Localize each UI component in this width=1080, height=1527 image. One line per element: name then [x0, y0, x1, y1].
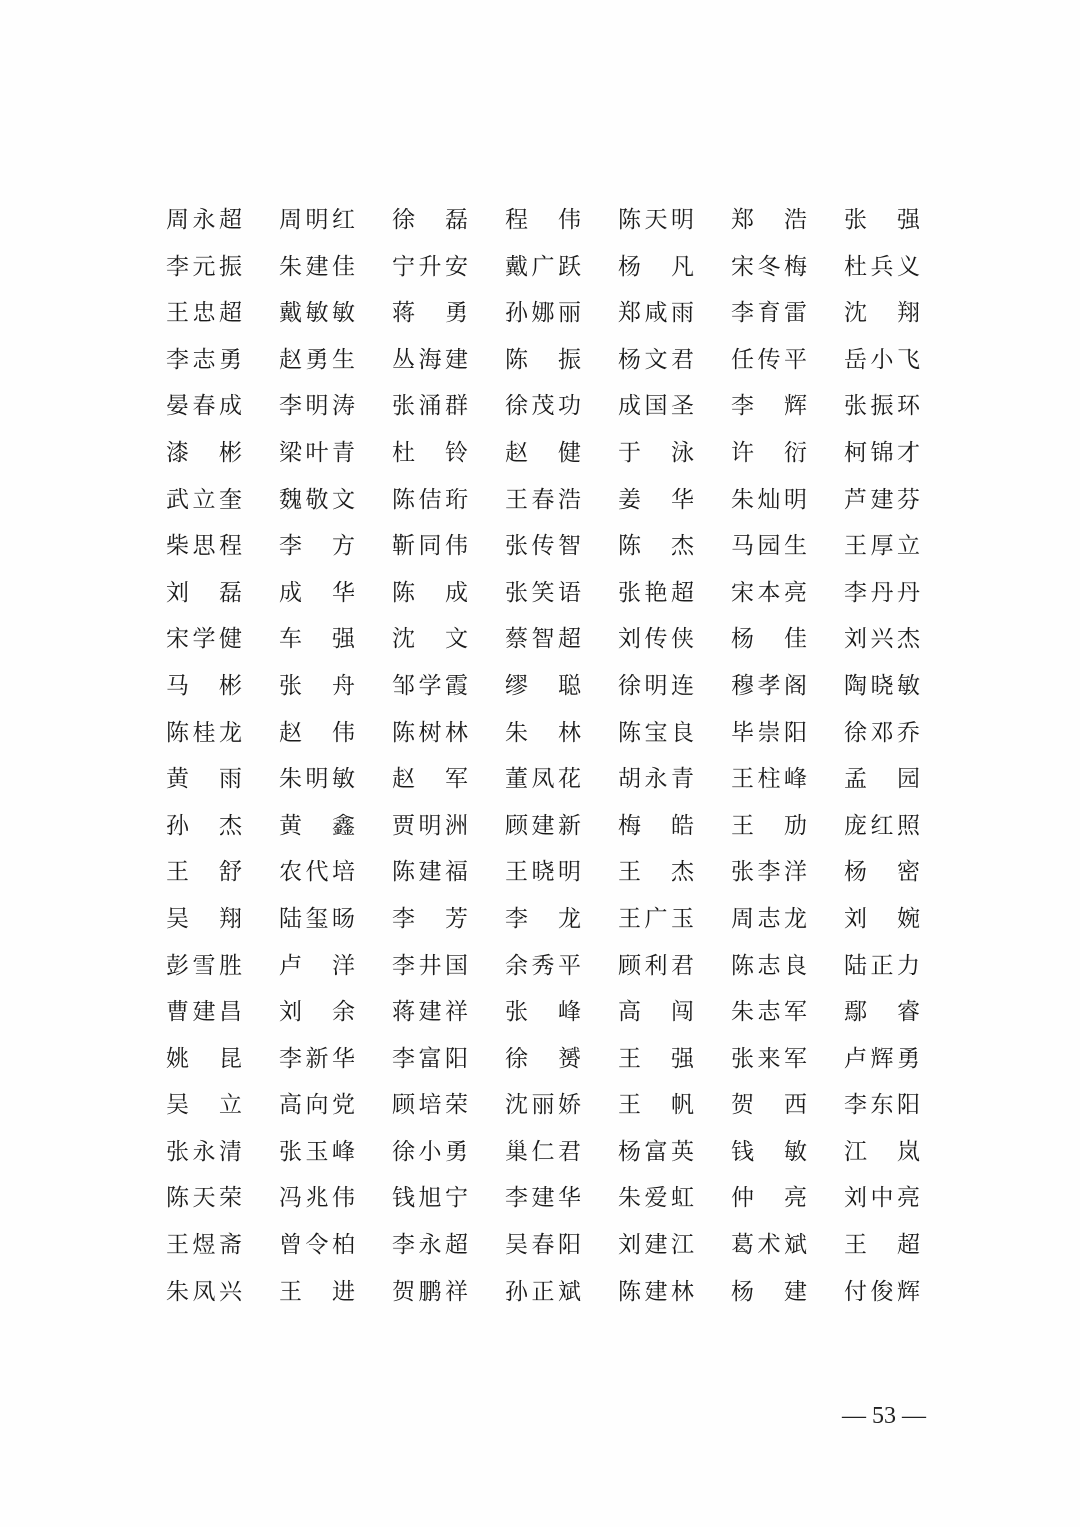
name-entry: 江 岚 [844, 1138, 920, 1165]
name-entry: 朱 灿 明 [731, 486, 807, 513]
name-entry: 黄 雨 [166, 766, 242, 793]
name-entry: 陈 天 明 [618, 207, 694, 233]
name-entry: 赵 伟 [279, 719, 355, 746]
name-entry: 陈 天 荣 [166, 1185, 242, 1212]
name-entry: 车 强 [279, 626, 355, 653]
name-entry: 徐 磊 [392, 207, 468, 233]
name-entry: 董 凤 花 [505, 766, 581, 793]
name-entry: 李 永 超 [392, 1232, 468, 1259]
name-entry: 徐 茂 功 [505, 393, 581, 420]
name-entry: 宁 升 安 [392, 253, 468, 280]
name-entry: 张 强 [844, 207, 920, 233]
name-entry: 丛 海 建 [392, 346, 468, 373]
name-entry: 马 彬 [166, 672, 242, 699]
name-entry: 李 辉 [731, 393, 807, 420]
name-entry: 陈 成 [392, 579, 468, 606]
name-entry: 顾 建 新 [505, 812, 581, 839]
name-entry: 王 忠 超 [166, 300, 242, 327]
name-entry: 姚 昆 [166, 1045, 242, 1072]
name-entry: 李 龙 [505, 905, 581, 932]
name-entry: 刘 兴 杰 [844, 626, 920, 653]
name-list-grid [166, 197, 957, 1315]
name-entry: 钱 旭 宁 [392, 1185, 468, 1212]
name-entry: 贺 鹏 祥 [392, 1278, 468, 1305]
name-entry: 刘 建 江 [618, 1232, 694, 1259]
name-entry: 周 永 超 [166, 207, 242, 233]
name-entry: 朱 志 军 [731, 999, 807, 1026]
name-entry: 黄 鑫 [279, 812, 355, 839]
name-entry: 晏 春 成 [166, 393, 242, 420]
name-entry: 王 厚 立 [844, 533, 920, 560]
name-entry: 陈 树 林 [392, 719, 468, 746]
name-entry: 靳 同 伟 [392, 533, 468, 560]
name-entry: 刘 传 侠 [618, 626, 694, 653]
name-entry: 孙 杰 [166, 812, 242, 839]
name-entry: 李 志 勇 [166, 346, 242, 373]
name-entry: 孟 园 [844, 766, 920, 793]
name-entry: 朱 明 敏 [279, 766, 355, 793]
name-entry: 姜 华 [618, 486, 694, 513]
name-entry: 程 伟 [505, 207, 581, 233]
name-entry: 宋 本 亮 [731, 579, 807, 606]
name-entry: 吴 春 阳 [505, 1232, 581, 1259]
name-entry: 王 柱 峰 [731, 766, 807, 793]
name-entry: 张 来 军 [731, 1045, 807, 1072]
name-entry: 毕 崇 阳 [731, 719, 807, 746]
name-entry: 李 新 华 [279, 1045, 355, 1072]
name-entry: 郑 浩 [731, 207, 807, 233]
name-entry: 刘 中 亮 [844, 1185, 920, 1212]
name-entry: 李 元 振 [166, 253, 242, 280]
name-entry: 柯 锦 才 [844, 439, 920, 466]
name-entry: 戴 敏 敏 [279, 300, 355, 327]
name-entry: 徐 明 连 [618, 672, 694, 699]
name-entry: 李 方 [279, 533, 355, 560]
name-entry: 朱 林 [505, 719, 581, 746]
name-entry: 邹 学 霞 [392, 672, 468, 699]
name-entry: 卢 洋 [279, 952, 355, 979]
name-entry: 王 晓 明 [505, 859, 581, 886]
name-entry: 宋 冬 梅 [731, 253, 807, 280]
name-entry: 陶 晓 敏 [844, 672, 920, 699]
name-entry: 陈 振 [505, 346, 581, 373]
name-entry: 武 立 奎 [166, 486, 242, 513]
name-entry: 张 玉 峰 [279, 1138, 355, 1165]
name-entry: 王 劢 [731, 812, 807, 839]
name-entry: 任 传 平 [731, 346, 807, 373]
name-entry: 余 秀 平 [505, 952, 581, 979]
name-entry: 成 国 圣 [618, 393, 694, 420]
name-entry: 杨 凡 [618, 253, 694, 280]
name-entry: 仲 亮 [731, 1185, 807, 1212]
name-entry: 李 富 阳 [392, 1045, 468, 1072]
name-entry: 钱 敏 [731, 1138, 807, 1165]
name-entry: 杜 兵 义 [844, 253, 920, 280]
name-entry: 吴 立 [166, 1092, 242, 1119]
name-entry: 顾 利 君 [618, 952, 694, 979]
name-entry: 庞 红 照 [844, 812, 920, 839]
name-entry: 王 帆 [618, 1092, 694, 1119]
name-entry: 徐 小 勇 [392, 1138, 468, 1165]
name-entry: 赵 健 [505, 439, 581, 466]
name-entry: 巢 仁 君 [505, 1138, 581, 1165]
name-entry: 王 煜 斋 [166, 1232, 242, 1259]
name-entry: 胡 永 青 [618, 766, 694, 793]
name-entry: 杨 佳 [731, 626, 807, 653]
name-entry: 李 建 华 [505, 1185, 581, 1212]
name-entry: 梅 皓 [618, 812, 694, 839]
name-entry: 张 舟 [279, 672, 355, 699]
name-entry: 赵 勇 生 [279, 346, 355, 373]
name-entry: 蔡 智 超 [505, 626, 581, 653]
name-entry: 王 进 [279, 1278, 355, 1305]
name-entry: 付 俊 辉 [844, 1278, 920, 1305]
name-entry: 王 春 浩 [505, 486, 581, 513]
name-entry: 葛 术 斌 [731, 1232, 807, 1259]
name-entry: 王 超 [844, 1232, 920, 1259]
name-entry: 杨 文 君 [618, 346, 694, 373]
name-entry: 张 李 洋 [731, 859, 807, 886]
name-entry: 穆 孝 阁 [731, 672, 807, 699]
name-entry: 徐 赟 [505, 1045, 581, 1072]
name-entry: 高 闯 [618, 999, 694, 1026]
name-entry: 张 艳 超 [618, 579, 694, 606]
name-entry: 马 园 生 [731, 533, 807, 560]
name-entry: 刘 余 [279, 999, 355, 1026]
name-entry: 贺 西 [731, 1092, 807, 1119]
name-entry: 张 峰 [505, 999, 581, 1026]
name-entry: 周 明 红 [279, 207, 355, 233]
name-entry: 孙 娜 丽 [505, 300, 581, 327]
name-entry: 赵 军 [392, 766, 468, 793]
name-entry: 徐 邓 乔 [844, 719, 920, 746]
name-entry: 陆 正 力 [844, 952, 920, 979]
name-entry: 张 永 清 [166, 1138, 242, 1165]
name-entry: 王 杰 [618, 859, 694, 886]
name-entry: 成 华 [279, 579, 355, 606]
name-entry: 郑 咸 雨 [618, 300, 694, 327]
name-entry: 缪 聪 [505, 672, 581, 699]
name-entry: 芦 建 芬 [844, 486, 920, 513]
name-entry: 许 衍 [731, 439, 807, 466]
name-entry: 贾 明 洲 [392, 812, 468, 839]
name-entry: 李 丹 丹 [844, 579, 920, 606]
name-entry: 张 笑 语 [505, 579, 581, 606]
name-entry: 张 振 环 [844, 393, 920, 420]
name-entry: 朱 凤 兴 [166, 1278, 242, 1305]
name-entry: 刘 婉 [844, 905, 920, 932]
name-entry: 杨 建 [731, 1278, 807, 1305]
name-entry: 王 广 玉 [618, 905, 694, 932]
name-entry: 李 东 阳 [844, 1092, 920, 1119]
name-entry: 彭 雪 胜 [166, 952, 242, 979]
name-entry: 陈 杰 [618, 533, 694, 560]
name-entry: 王 强 [618, 1045, 694, 1072]
name-entry: 沈 丽 娇 [505, 1092, 581, 1119]
page-number: — 53 — [842, 1403, 926, 1429]
name-entry: 杨 密 [844, 859, 920, 886]
name-entry: 朱 爱 虹 [618, 1185, 694, 1212]
name-entry: 沈 文 [392, 626, 468, 653]
name-entry: 陈 佶 珩 [392, 486, 468, 513]
name-entry: 岳 小 飞 [844, 346, 920, 373]
name-entry: 陈 宝 良 [618, 719, 694, 746]
name-entry: 梁 叶 青 [279, 439, 355, 466]
name-entry: 蒋 建 祥 [392, 999, 468, 1026]
name-entry: 漆 彬 [166, 439, 242, 466]
name-entry: 陈 建 林 [618, 1278, 694, 1305]
name-entry: 沈 翔 [844, 300, 920, 327]
name-entry: 宋 学 健 [166, 626, 242, 653]
name-entry: 李 明 涛 [279, 393, 355, 420]
name-entry: 王 舒 [166, 859, 242, 886]
name-entry: 孙 正 斌 [505, 1278, 581, 1305]
name-entry: 杨 富 英 [618, 1138, 694, 1165]
name-entry: 陈 桂 龙 [166, 719, 242, 746]
name-entry: 杜 铃 [392, 439, 468, 466]
name-entry: 农 代 培 [279, 859, 355, 886]
name-entry: 魏 敬 文 [279, 486, 355, 513]
name-entry: 冯 兆 伟 [279, 1185, 355, 1212]
name-entry: 张 涌 群 [392, 393, 468, 420]
name-entry: 周 志 龙 [731, 905, 807, 932]
name-entry: 于 泳 [618, 439, 694, 466]
name-entry: 李 井 国 [392, 952, 468, 979]
name-entry: 蒋 勇 [392, 300, 468, 327]
name-entry: 张 传 智 [505, 533, 581, 560]
name-entry: 高 向 党 [279, 1092, 355, 1119]
name-entry: 柴 思 程 [166, 533, 242, 560]
name-entry: 顾 培 荣 [392, 1092, 468, 1119]
name-entry: 陆 玺 旸 [279, 905, 355, 932]
name-entry: 刘 磊 [166, 579, 242, 606]
name-entry: 鄢 睿 [844, 999, 920, 1026]
name-entry: 戴 广 跃 [505, 253, 581, 280]
name-entry: 曹 建 昌 [166, 999, 242, 1026]
name-entry: 李 芳 [392, 905, 468, 932]
name-entry: 李 育 雷 [731, 300, 807, 327]
name-entry: 陈 建 福 [392, 859, 468, 886]
name-entry: 卢 辉 勇 [844, 1045, 920, 1072]
name-entry: 曾 令 柏 [279, 1232, 355, 1259]
name-entry: 朱 建 佳 [279, 253, 355, 280]
name-entry: 陈 志 良 [731, 952, 807, 979]
name-entry: 吴 翔 [166, 905, 242, 932]
